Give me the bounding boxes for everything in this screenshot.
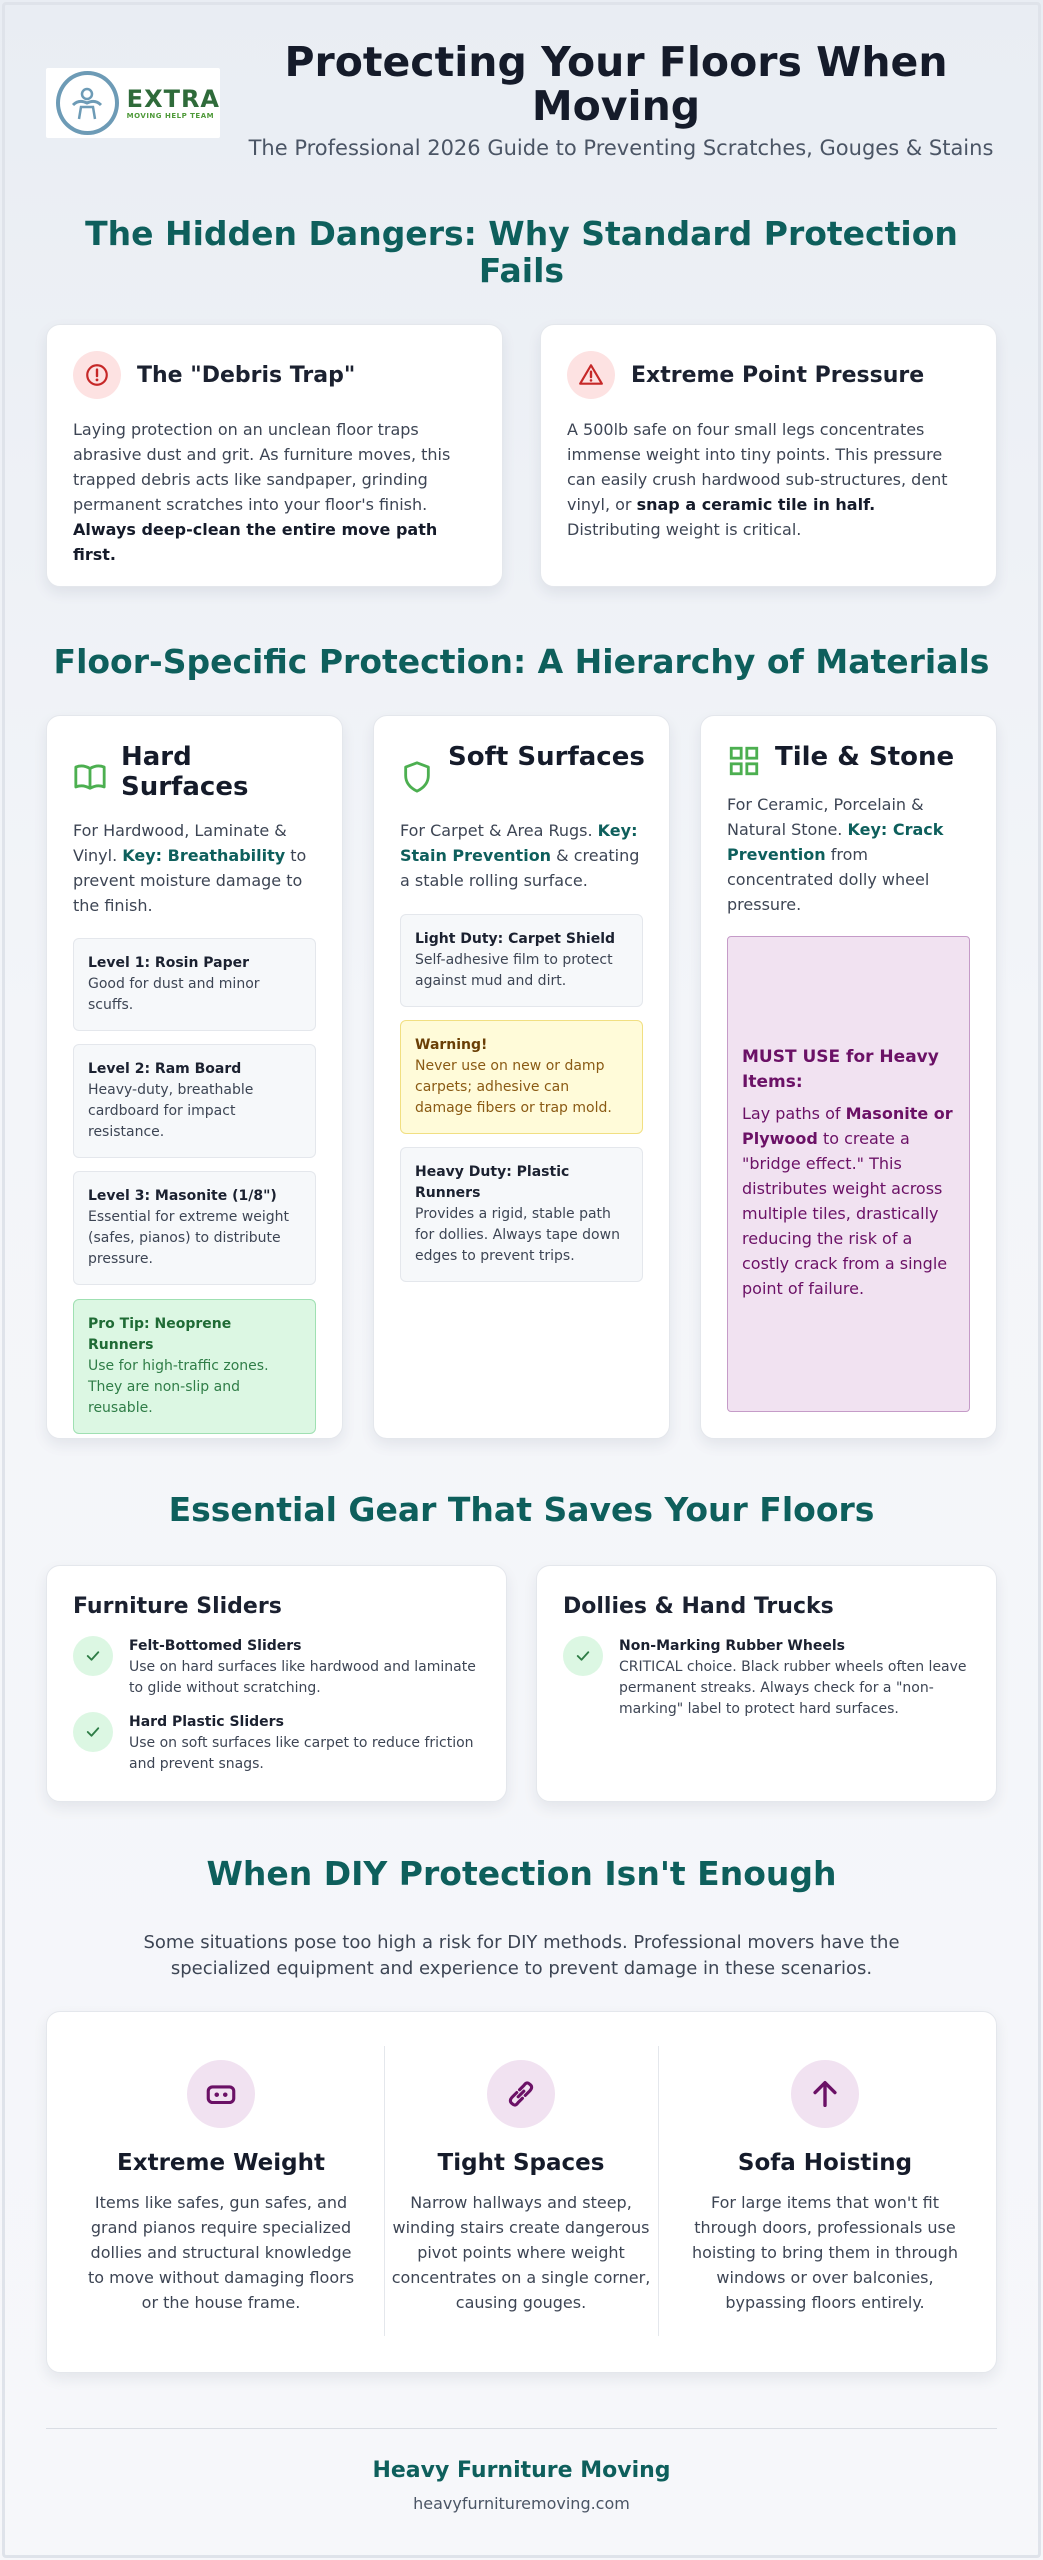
soft-surfaces-desc: For Carpet & Area Rugs. Key: Stain Prevention & creating a stable rolling surface. — [400, 821, 640, 890]
extreme-weight-text: Items like safes, gun safes, and grand pianos require specialized dollies and structural knowledge to move without damaging floors or the house frame. — [87, 2193, 355, 2312]
diy-intro: Some situations pose too high a risk for DIY methods. Professional movers have the specialized equipment and experience to prevent damage in these scenarios. — [143, 1932, 900, 1979]
sofa-hoisting-text: For large items that won't fit through doors, professionals use hoisting to bring them in through windows or over balconies, bypassing floors entirely. — [692, 2193, 958, 2312]
tile-stone-card — [700, 715, 997, 1439]
floors-section-title: Floor-Specific Protection: A Hierarchy of Materials — [53, 642, 990, 681]
sofa-hoisting-item — [675, 2012, 975, 2315]
must-use-box: MUST USE for Heavy Items: Lay paths of Masonite or Plywood to create a "bridge effect." This distributes weight across multiple tiles, drastically reducing the risk of a costly crack from a single point of failure. — [727, 936, 970, 1412]
hard-surfaces-title: Hard Surfaces — [121, 742, 249, 802]
logo-mover-icon — [56, 71, 119, 135]
footer-url[interactable]: heavyfurnituremoving.com — [413, 2494, 630, 2513]
alert-circle-icon — [73, 351, 121, 399]
debris-trap-card — [46, 324, 503, 587]
header — [46, 40, 996, 170]
point-pressure-text: A 500lb safe on four small legs concentrates immense weight into tiny points. This pressure can easily crush hardwood sub-structures, dent vinyl, or snap a ceramic tile in half. Distributing weight is critical. — [567, 420, 948, 539]
soft-light-duty: Light Duty: Carpet Shield Self-adhesive film to protect against mud and dirt. — [400, 914, 643, 1007]
dollies-title: Dollies & Hand Trucks — [563, 1594, 834, 1619]
page-subtitle: The Professional 2026 Guide to Preventing Scratches, Gouges & Stains — [248, 136, 994, 160]
rubber-wheels-item: Non-Marking Rubber Wheels CRITICAL choice. Black rubber wheels often leave permanent streaks. Always check for a "non-marking" label to protect hard surfaces. — [563, 1636, 970, 1720]
link-icon — [487, 2060, 555, 2128]
weight-icon — [187, 2060, 255, 2128]
pro-tip-box: Pro Tip: Neoprene Runners Use for high-traffic zones. They are non-slip and reusable. — [73, 1299, 316, 1434]
hard-level-2: Level 2: Ram Board Heavy-duty, breathable cardboard for impact resistance. — [73, 1044, 316, 1158]
soft-heavy-duty: Heavy Duty: Plastic Runners Provides a rigid, stable path for dollies. Always tape down edges to prevent trips. — [400, 1147, 643, 1282]
tile-stone-desc: For Ceramic, Porcelain & Natural Stone. Key: Crack Prevention from concentrated dolly wheel pressure. — [727, 795, 944, 914]
tight-spaces-item — [371, 2012, 671, 2315]
page-title: Protecting Your Floors When Moving — [284, 38, 948, 130]
felt-sliders-item: Felt-Bottomed Sliders Use on hard surfaces like hardwood and laminate to glide without scratching. — [73, 1636, 480, 1699]
check-icon — [73, 1712, 113, 1752]
tight-spaces-title: Tight Spaces — [437, 2150, 605, 2176]
dangers-section-title: The Hidden Dangers: Why Standard Protection Fails — [85, 214, 958, 290]
soft-surfaces-card — [373, 715, 670, 1439]
hard-level-3: Level 3: Masonite (1/8") Essential for extreme weight (safes, pianos) to distribute pressure. — [73, 1171, 316, 1285]
sliders-title: Furniture Sliders — [73, 1594, 282, 1619]
check-icon — [73, 1636, 113, 1676]
logo-sub-text: MOVING HELP TEAM — [126, 112, 215, 120]
hard-level-1: Level 1: Rosin Paper Good for dust and minor scuffs. — [73, 938, 316, 1031]
shield-icon — [400, 760, 434, 794]
point-pressure-card — [540, 324, 997, 587]
logo[interactable] — [46, 68, 220, 138]
arrow-up-icon — [791, 2060, 859, 2128]
dollies-card — [536, 1565, 997, 1802]
furniture-sliders-card — [46, 1565, 507, 1802]
debris-trap-title: The "Debris Trap" — [137, 363, 356, 388]
check-icon — [563, 1636, 603, 1676]
footer-title[interactable]: Heavy Furniture Moving — [372, 2458, 671, 2483]
hard-surfaces-desc: For Hardwood, Laminate & Vinyl. Key: Breathability to prevent moisture damage to the finish. — [73, 821, 307, 915]
extreme-weight-title: Extreme Weight — [117, 2150, 325, 2176]
open-book-icon — [73, 760, 107, 794]
hard-surfaces-card — [46, 715, 343, 1439]
sofa-hoisting-title: Sofa Hoisting — [737, 2150, 913, 2176]
extreme-weight-item — [71, 2012, 371, 2315]
diy-section-title: When DIY Protection Isn't Enough — [206, 1854, 837, 1893]
tile-stone-title: Tile & Stone — [775, 742, 955, 772]
tight-spaces-text: Narrow hallways and steep, winding stairs create dangerous pivot points where weight concentrates on a single corner, causing gouges. — [391, 2193, 651, 2312]
plastic-sliders-item: Hard Plastic Sliders Use on soft surfaces like carpet to reduce friction and prevent snags. — [73, 1712, 480, 1775]
soft-warning-box: Warning! Never use on new or damp carpets; adhesive can damage fibers or trap mold. — [400, 1020, 643, 1134]
divider — [658, 2046, 659, 2336]
debris-trap-text: Laying protection on an unclean floor traps abrasive dust and grit. As furniture moves, this trapped debris acts like sandpaper, grinding permanent scratches into your floor's finish. Always deep-clean the entire move path first. — [73, 420, 451, 564]
logo-main-text: EXTRA — [126, 85, 220, 113]
gear-section-title: Essential Gear That Saves Your Floors — [168, 1490, 875, 1529]
grid-icon — [727, 744, 761, 778]
soft-surfaces-title: Soft Surfaces — [448, 742, 645, 772]
warning-triangle-icon — [567, 351, 615, 399]
footer-divider — [46, 2428, 997, 2429]
point-pressure-title: Extreme Point Pressure — [631, 363, 925, 388]
